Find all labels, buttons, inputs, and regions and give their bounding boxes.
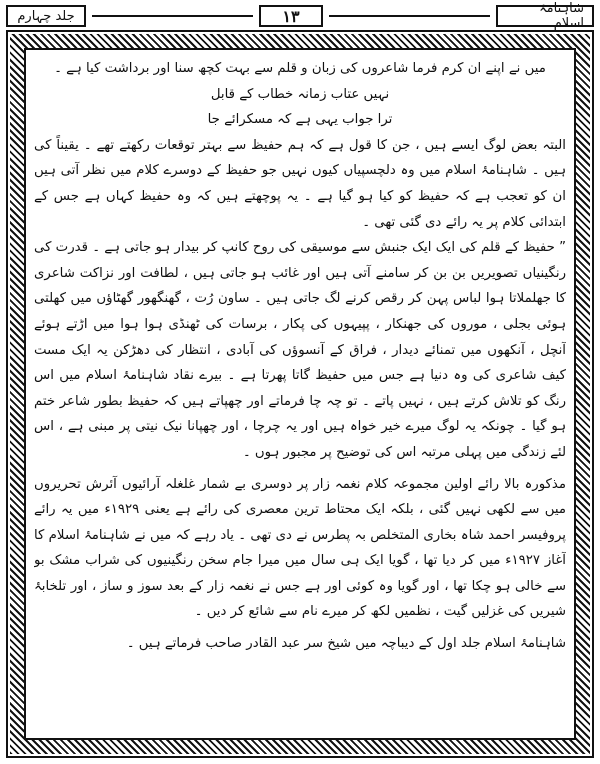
header-rule-right [329,15,490,17]
paragraph: مذکورہ بالا رائے اولین مجموعہ کلام نغمہ زار پر دوسری بے شمار غلغلہ آرائیوں آئرش تحریروں میں سے لکھی نہیں گئی ، بلکہ ایک محتاط ترین معصری کی رائے ہے یعنی ۱۹۲۹ء میں یہ رائے پروفیسر احمد شاہ بخاری المتخلص بہ پطرس نے دی تھی ۔ یاد رہے کہ میں نے شاہنامۂ اسلام کا آغاز ۱۹۲۷ء میں کر دیا تھا ، گویا ایک ہی سال میں میرا جام سخن رنگینیوں کی شراب مشک بو سے خالی ہو چکا تھا ، اور گویا وہ کوئی اور ہے جس نے نغمہ زار کے بعد سوز و ساز ، اور تلخابۂ شیریں کی غزلیں گیت ، نظمیں لکھ کر میرے نام سے شائع کر دیں ۔ [34,476,566,620]
page-number: ۱۳ [259,5,323,27]
page-body [34,56,566,732]
verse-line-1: نہیں عتاب زمانہ خطاب کے قابل [210,86,390,102]
volume-label: جلد چہارم [6,5,86,27]
running-title: شاہنامۂ اسلام [496,5,594,27]
page-header [6,2,594,30]
quoted-paragraph: ” حفیظ کے قلم کی ایک ایک جنبش سے موسیقی کی روح کانپ کر بیدار ہو جاتی ہے ۔ قدرت کی رنگینیاں تصویریں بن بن کر سامنے آتی ہیں اور غائب ہو جاتی ہیں ، لطافت اور نزاکت شاعری کا جھلملاتا ہوا لباس پہن کر رقص کرنے لگ جاتی ہیں ۔ ساون رُت ، گھنگھور گھٹاؤں میں کھلتی ہوئی بجلی ، موروں کی جھنکار ، پپیہوں کی پکار ، برسات کی ٹھنڈی ہوا ہوا میں اڑتے ہوئے آنچل ، آنکھوں میں تمنائے دیدار ، فراق کے آنسوؤں کی آبادی ، انتظار کی دھڑکن یہ ایک مست کیف شاعری کی وہ دنیا ہے جس میں حفیظ گاتا پھرتا ہے ۔ بیرے نقاد شاہنامۂ اسلام میں اس رنگ کو تلاش کرتے ہیں ، نہیں پاتے ۔ تو چہ چا فرماتے اور چھپاتے ہیں کہ حفیظ بطور شاعر ختم ہو گیا ۔ چونکہ یہ لوگ میرے خیر خواہ ہیں اور یہ چرچا ، اور چھپانا نیک نیتی پر مبنی ہے ، اس لئے زندگی میں پہلی مرتبہ اس کی توضیح پر مجبور ہوں ۔ [34,240,566,460]
header-rule-left [92,15,253,17]
closing-line: شاہنامۂ اسلام جلد اول کے دیباچہ میں شیخ سر عبد القادر صاحب فرماتے ہیں ۔ [126,636,566,652]
paragraph: البتہ بعض لوگ ایسے ہیں ، جن کا قول ہے کہ ہم حفیظ سے بہتر توقعات رکھتے تھے ۔ یقیناً کی ہیں ۔ شاہنامۂ اسلام میں وہ دلچسپیاں کیوں نہیں جو حفیظ کے دوسرے کلام میں نظر آتی ہیں ان کو تعجب ہے کہ حفیظ کو کیا ہو گیا ہے ۔ یہ پوچھتے ہیں کہ وہ حفیظ کہاں ہے جس کے ابتدائی کلام پر یہ رائے دی گئی تھی ۔ [34,137,566,230]
verse-line-2: ترا جواب یہی ہے کہ مسکرائے جا [207,112,393,128]
intro-line: میں نے اپنے ان کرم فرما شاعروں کی زبان و قلم سے بہت کچھ سنا اور برداشت کیا ہے ۔ [54,61,546,76]
